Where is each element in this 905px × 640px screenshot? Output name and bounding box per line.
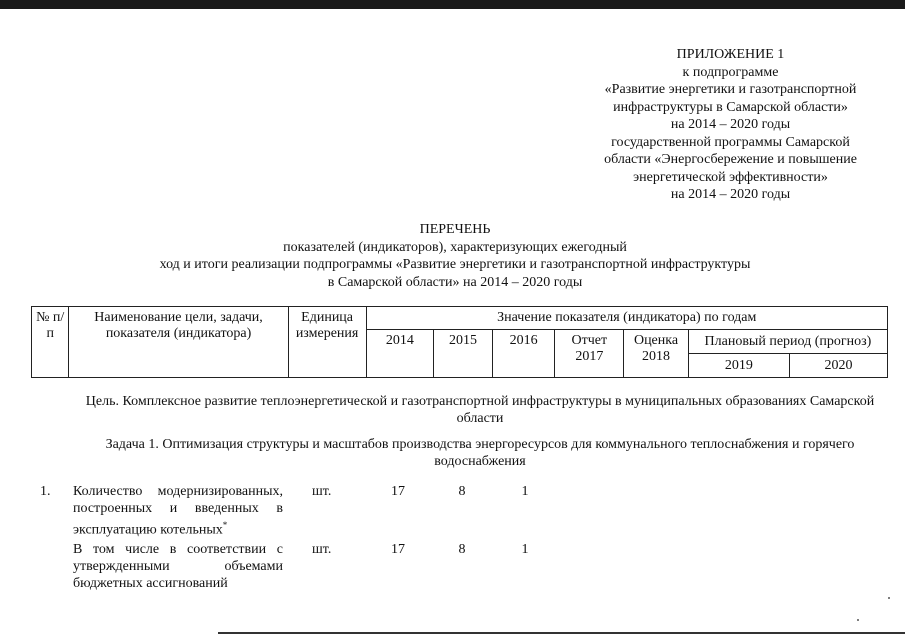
row-value-2014: 17 xyxy=(391,484,405,499)
header-values-group: Значение показателя (индикатора) по годам xyxy=(366,307,888,330)
row-value-2014: 17 xyxy=(391,542,405,557)
header-year: 2016 xyxy=(492,330,555,378)
row-value-2016: 1 xyxy=(521,484,529,499)
row-value-2016: 1 xyxy=(521,542,529,557)
row-indicator-name: В том числе в соответствии с утвержденными объемами бюджетных ассигнований xyxy=(73,542,283,591)
scan-speck xyxy=(888,597,890,599)
goal-text: Цель. Комплексное развитие теплоэнергетической и газотранспортной инфраструктуры в муниципальных образованиях Самарской области xyxy=(85,394,875,426)
list-subtitle-line: показателей (индикаторов), характеризующих ежегодный xyxy=(283,239,627,255)
header-year: 2015 xyxy=(434,330,493,378)
scan-bottom-edge xyxy=(218,632,905,634)
header-planned-year: 2019 xyxy=(688,354,789,378)
row-value-2015: 8 xyxy=(458,542,466,557)
list-heading: ПЕРЕЧЕНЬ xyxy=(419,222,491,237)
row-value-2015: 8 xyxy=(458,484,466,499)
indicator-name-text: Количество модернизированных, построенных и введенных в эксплуатацию котельных xyxy=(73,484,283,538)
header-name: Наименование цели, задачи, показателя (индикатора) xyxy=(69,307,288,378)
footnote-mark: * xyxy=(222,520,228,530)
row-number: 1. xyxy=(40,484,51,499)
list-subtitle-line: ход и итоги реализации подпрограммы «Развитие энергетики и газотранспортной инфраструктуры xyxy=(159,257,751,272)
appendix-line: на 2014 – 2020 годы xyxy=(670,117,791,132)
appendix-line: «Развитие энергетики и газотранспортной xyxy=(604,82,857,97)
appendix-line: энергетической эффективности» xyxy=(633,169,828,185)
header-num: № п/п xyxy=(32,307,69,378)
appendix-line: к подпрограмме xyxy=(682,64,779,80)
scan-speck xyxy=(857,619,859,621)
scan-top-edge xyxy=(0,0,905,9)
appendix-line: области «Энергосбережение и повышение xyxy=(604,152,857,167)
indicator-table-header xyxy=(31,306,888,378)
task-text: Задача 1. Оптимизация структуры и масштабов производства энергоресурсов для коммунального теплоснабжения и горячего водоснабжения xyxy=(105,437,855,469)
appendix-title: ПРИЛОЖЕНИЕ 1 xyxy=(676,47,785,62)
header-report: Отчет 2017 xyxy=(555,330,624,378)
header-planned-year: 2020 xyxy=(789,354,887,378)
appendix-block xyxy=(583,46,878,204)
header-planned-period: Плановый период (прогноз) xyxy=(688,330,887,354)
list-title-block xyxy=(70,221,840,291)
header-year: 2014 xyxy=(366,330,434,378)
header-estimate: Оценка 2018 xyxy=(624,330,689,378)
row-unit: шт. xyxy=(312,484,332,499)
appendix-line: государственной программы Самарской xyxy=(611,134,850,150)
appendix-line: инфраструктуры в Самарской области» xyxy=(613,99,848,115)
row-indicator-name xyxy=(73,483,283,539)
list-subtitle-line: в Самарской области» на 2014 – 2020 годы xyxy=(327,274,583,290)
row-unit: шт. xyxy=(312,542,332,557)
header-unit: Единица измерения xyxy=(288,307,366,378)
appendix-line: на 2014 – 2020 годы xyxy=(670,187,791,202)
